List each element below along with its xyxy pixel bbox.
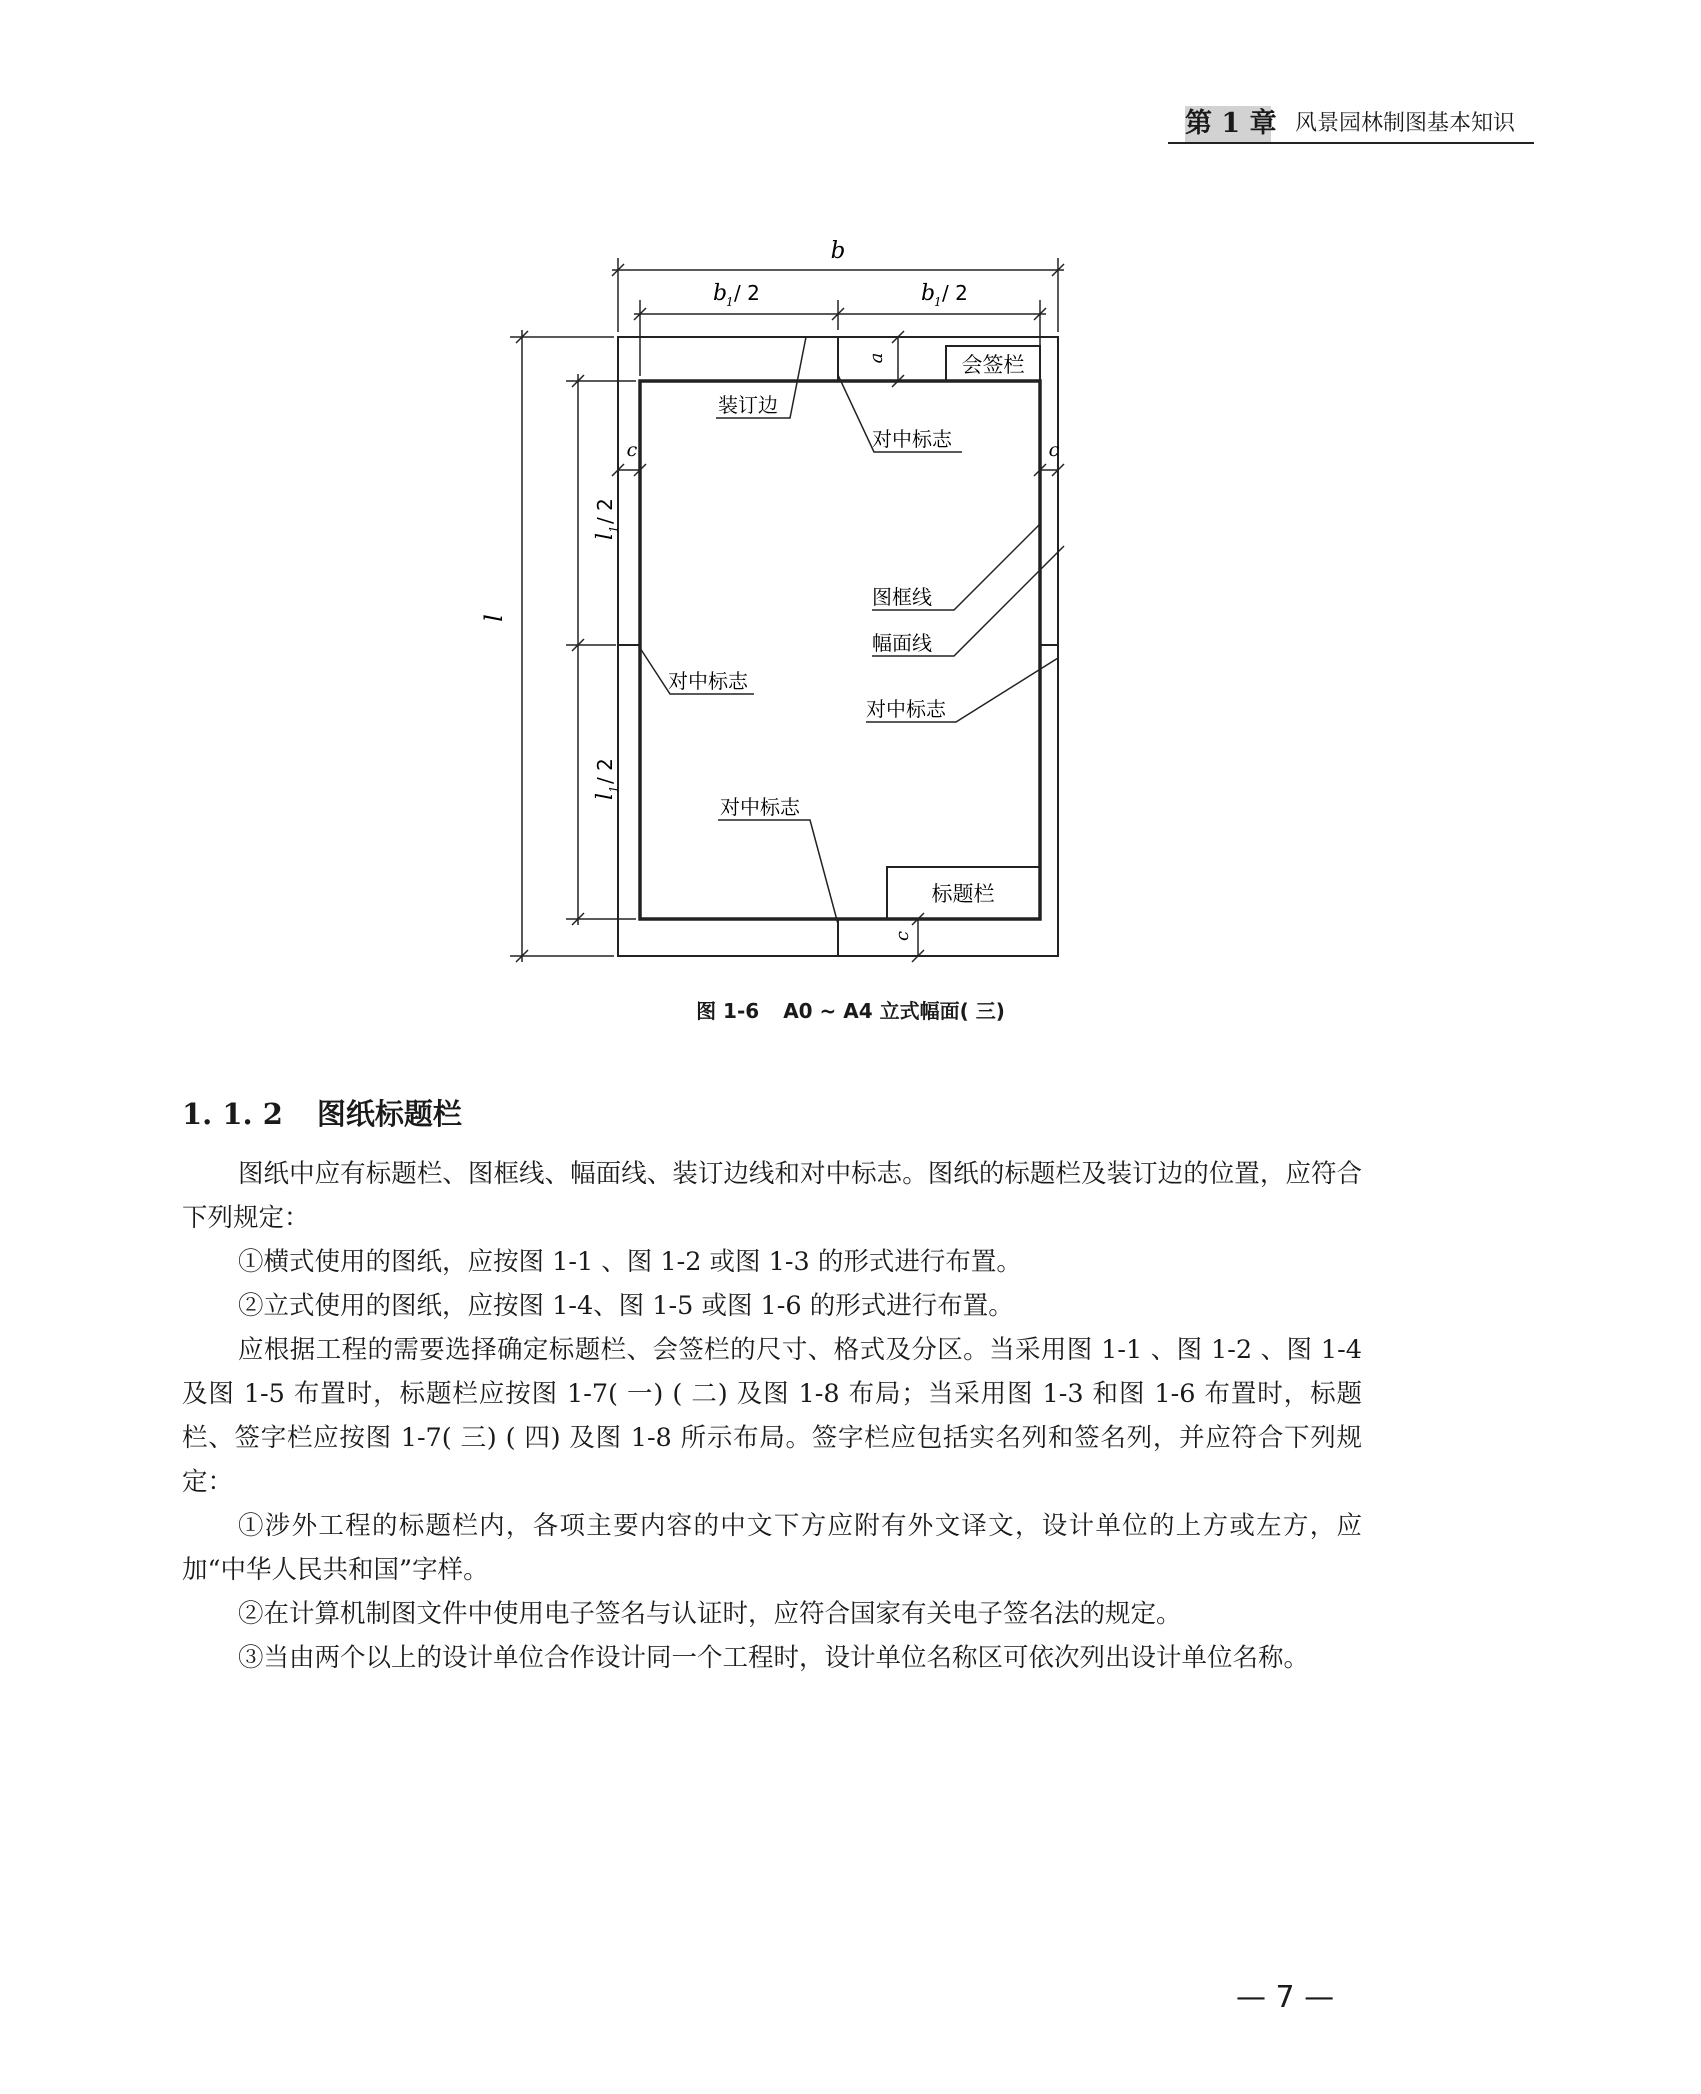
svg-text:/ 2: / 2 — [942, 281, 968, 305]
figure-caption — [0, 995, 1701, 1024]
label-c-bottom: c — [892, 930, 913, 942]
centering-marks — [618, 337, 1058, 956]
section-heading — [182, 1092, 462, 1133]
title-block-label: 标题栏 — [931, 882, 995, 906]
section-title: 图纸标题栏 — [316, 1097, 462, 1131]
chapter-title: 风景园林制图基本知识 — [1295, 111, 1516, 136]
paragraph: ②立式使用的图纸，应按图 1-4、图 1-5 或图 1-6 的形式进行布置。 — [238, 1291, 1014, 1321]
label-l1-half-upper — [593, 498, 621, 540]
paragraph: 图纸中应有标题栏、图框线、幅面线、装订边线和对中标志。图纸的标题栏及装订边的位置，应符合下列规定： — [182, 1159, 1362, 1233]
paragraph: ①横式使用的图纸，应按图 1-1 、图 1-2 或图 1-3 的形式进行布置。 — [238, 1247, 1022, 1277]
section-number: 1. 1. 2 — [182, 1097, 283, 1131]
sheet-layout-figure — [0, 0, 1701, 1000]
sheet-outline — [618, 337, 1058, 956]
leader-lines — [640, 337, 1064, 924]
label-c-left: c — [626, 439, 638, 461]
svg-text:b: b — [921, 281, 936, 306]
svg-text:l: l — [593, 792, 618, 800]
centering-mark-label-bottom: 对中标志 — [720, 795, 800, 819]
label-b: b — [830, 238, 846, 264]
paragraph: ②在计算机制图文件中使用电子签名与认证时，应符合国家有关电子签名法的规定。 — [238, 1599, 1182, 1629]
label-b1-half-left — [713, 281, 760, 309]
frame-line-label: 图框线 — [872, 585, 932, 609]
binding-edge-label: 装订边 — [718, 393, 778, 417]
svg-text:1: 1 — [934, 295, 942, 309]
svg-text:/ 2: / 2 — [593, 758, 617, 784]
svg-text:1: 1 — [607, 525, 621, 533]
page-number: — 7 — — [1236, 1980, 1335, 2015]
paragraph: ③当由两个以上的设计单位合作设计同一个工程时，设计单位名称区可依次列出设计单位名称。 — [238, 1643, 1310, 1673]
paragraph: ①涉外工程的标题栏内，各项主要内容的中文下方应附有外文译文，设计单位的上方或左方，应加“中华人民共和国”字样。 — [182, 1511, 1362, 1585]
figure-title: A0 ~ A4 立式幅面( 三) — [783, 999, 1005, 1023]
svg-text:/ 2: / 2 — [593, 498, 617, 524]
label-l1-half-lower — [593, 758, 621, 800]
sheet-line-label: 幅面线 — [872, 631, 932, 655]
svg-text:1: 1 — [726, 295, 734, 309]
dimension-l1-half — [566, 374, 636, 925]
body-text — [182, 1152, 1362, 1680]
svg-text:b: b — [713, 281, 728, 306]
drawing-frame — [640, 381, 1040, 919]
dimension-l — [510, 330, 614, 962]
centering-mark-label-right: 对中标志 — [866, 697, 946, 721]
label-b1-half-right — [921, 281, 968, 309]
label-c-right: c — [1048, 439, 1060, 461]
label-a: a — [866, 352, 887, 364]
chapter-label: 第 1 章 — [1185, 106, 1271, 142]
centering-mark-label-top: 对中标志 — [872, 427, 952, 451]
paragraph: 应根据工程的需要选择确定标题栏、会签栏的尺寸、格式及分区。当采用图 1-1 、图 1-2 、图 1-4 及图 1-5 布置时，标题栏应按图 1-7( 一) ( 二) 及图 1-8 布局；当采用图 1-3 和图 1-6 布置时，标题栏、签字栏应按图 1-7( 三) ( 四) 及图 1-8 所示布局。签字栏应包括实名列和签名列，并应符合下列规定： — [182, 1335, 1362, 1497]
countersign-label: 会签栏 — [961, 353, 1025, 377]
label-l: l — [480, 614, 508, 622]
figure-number: 图 1-6 — [696, 999, 760, 1023]
svg-text:1: 1 — [607, 785, 621, 793]
dimension-a — [892, 331, 904, 387]
svg-text:/ 2: / 2 — [734, 281, 760, 305]
centering-mark-label-left: 对中标志 — [668, 669, 748, 693]
svg-text:l: l — [593, 532, 618, 540]
